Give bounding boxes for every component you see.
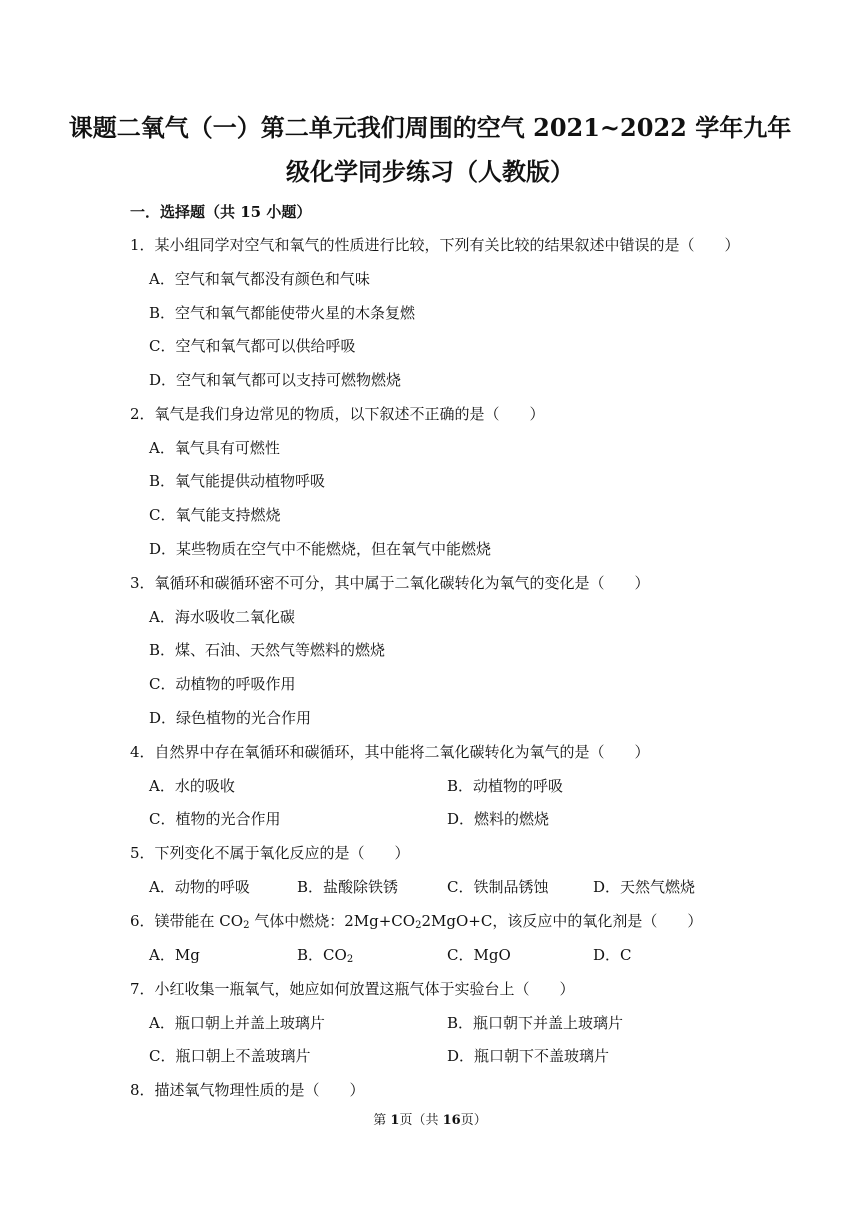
question-7-stem: 7．小红收集一瓶氧气，她应如何放置这瓶气体于实验台上（ ） bbox=[130, 980, 575, 998]
question-6-option-d: D．C bbox=[593, 946, 632, 964]
question-4-stem: 4．自然界中存在氧循环和碳循环，其中能将二氧化碳转化为氧气的是（ ） bbox=[130, 743, 650, 761]
question-6-option-c: C．MgO bbox=[447, 946, 511, 964]
question-6-stem-part2: 气体中燃烧：2Mg+CO bbox=[249, 912, 416, 930]
question-3-stem: 3．氧循环和碳循环密不可分，其中属于二氧化碳转化为氧气的变化是（ ） bbox=[130, 574, 650, 592]
question-7-option-a: A．瓶口朝上并盖上玻璃片 bbox=[149, 1014, 325, 1032]
footer-total-pages: 16 bbox=[442, 1113, 461, 1128]
question-6-option-a: A．Mg bbox=[149, 946, 200, 964]
question-5-option-d: D．天然气燃烧 bbox=[593, 878, 696, 896]
question-6-option-b-text: B．CO bbox=[297, 946, 347, 964]
question-3-option-c: C．动植物的呼吸作用 bbox=[149, 675, 296, 693]
question-4-option-a: A．水的吸收 bbox=[149, 777, 235, 795]
question-4-option-c: C．植物的光合作用 bbox=[149, 810, 281, 828]
question-4-option-b: B．动植物的呼吸 bbox=[447, 777, 564, 795]
question-3-option-a: A．海水吸收二氧化碳 bbox=[149, 608, 295, 626]
document-title-line2: 级化学同步练习（人教版） bbox=[286, 157, 574, 186]
question-6-subscript-2: 2 bbox=[415, 920, 422, 931]
question-2-option-a: A．氧气具有可燃性 bbox=[149, 439, 280, 457]
question-5-option-b: B．盐酸除铁锈 bbox=[297, 878, 399, 896]
question-6-option-b-subscript: 2 bbox=[346, 954, 354, 965]
question-5-stem: 5．下列变化不属于氧化反应的是（ ） bbox=[130, 844, 410, 862]
question-2-option-b: B．氧气能提供动植物呼吸 bbox=[149, 472, 326, 490]
question-1-option-c: C．空气和氧气都可以供给呼吸 bbox=[149, 337, 356, 355]
footer-prefix: 第 bbox=[373, 1113, 391, 1128]
question-6-stem-part3: 2MgO+C，该反应中的氧化剂是（ ） bbox=[421, 912, 703, 930]
question-2-option-c: C．氧气能支持燃烧 bbox=[149, 506, 281, 524]
question-1-option-d: D．空气和氧气都可以支持可燃物燃烧 bbox=[149, 371, 402, 389]
question-1-option-a: A．空气和氧气都没有颜色和气味 bbox=[149, 270, 370, 288]
question-6-option-b bbox=[297, 943, 353, 967]
section-heading: 一．选择题（共 15 小题） bbox=[130, 203, 312, 221]
page-footer bbox=[0, 1111, 860, 1131]
footer-suffix: 页） bbox=[460, 1113, 487, 1128]
question-4-option-d: D．燃料的燃烧 bbox=[447, 810, 550, 828]
question-7-option-b: B．瓶口朝下并盖上玻璃片 bbox=[447, 1014, 624, 1032]
question-1-stem: 1．某小组同学对空气和氧气的性质进行比较，下列有关比较的结果叙述中错误的是（ ） bbox=[130, 236, 740, 254]
question-7-option-d: D．瓶口朝下不盖玻璃片 bbox=[447, 1047, 610, 1065]
question-6-stem-part1: 6．镁带能在 CO bbox=[130, 912, 244, 930]
question-3-option-d: D．绿色植物的光合作用 bbox=[149, 709, 312, 727]
question-6-stem bbox=[130, 909, 740, 933]
question-2-option-d: D．某些物质在空气中不能燃烧，但在氧气中能燃烧 bbox=[149, 540, 492, 558]
question-7-option-c: C．瓶口朝上不盖玻璃片 bbox=[149, 1047, 311, 1065]
question-8-stem: 8．描述氧气物理性质的是（ ） bbox=[130, 1081, 365, 1099]
question-5-option-c: C．铁制品锈蚀 bbox=[447, 878, 549, 896]
question-1-option-b: B．空气和氧气都能使带火星的木条复燃 bbox=[149, 304, 416, 322]
footer-page-number: 1 bbox=[390, 1113, 400, 1128]
question-6-subscript-1: 2 bbox=[243, 920, 250, 931]
footer-middle: 页（共 bbox=[399, 1113, 443, 1128]
question-2-stem: 2．氧气是我们身边常见的物质，以下叙述不正确的是（ ） bbox=[130, 405, 545, 423]
question-3-option-b: B．煤、石油、天然气等燃料的燃烧 bbox=[149, 641, 386, 659]
question-5-option-a: A．动物的呼吸 bbox=[149, 878, 250, 896]
document-title-line1: 课题二氧气（一）第二单元我们周围的空气 2021~2022 学年九年 bbox=[68, 113, 792, 142]
